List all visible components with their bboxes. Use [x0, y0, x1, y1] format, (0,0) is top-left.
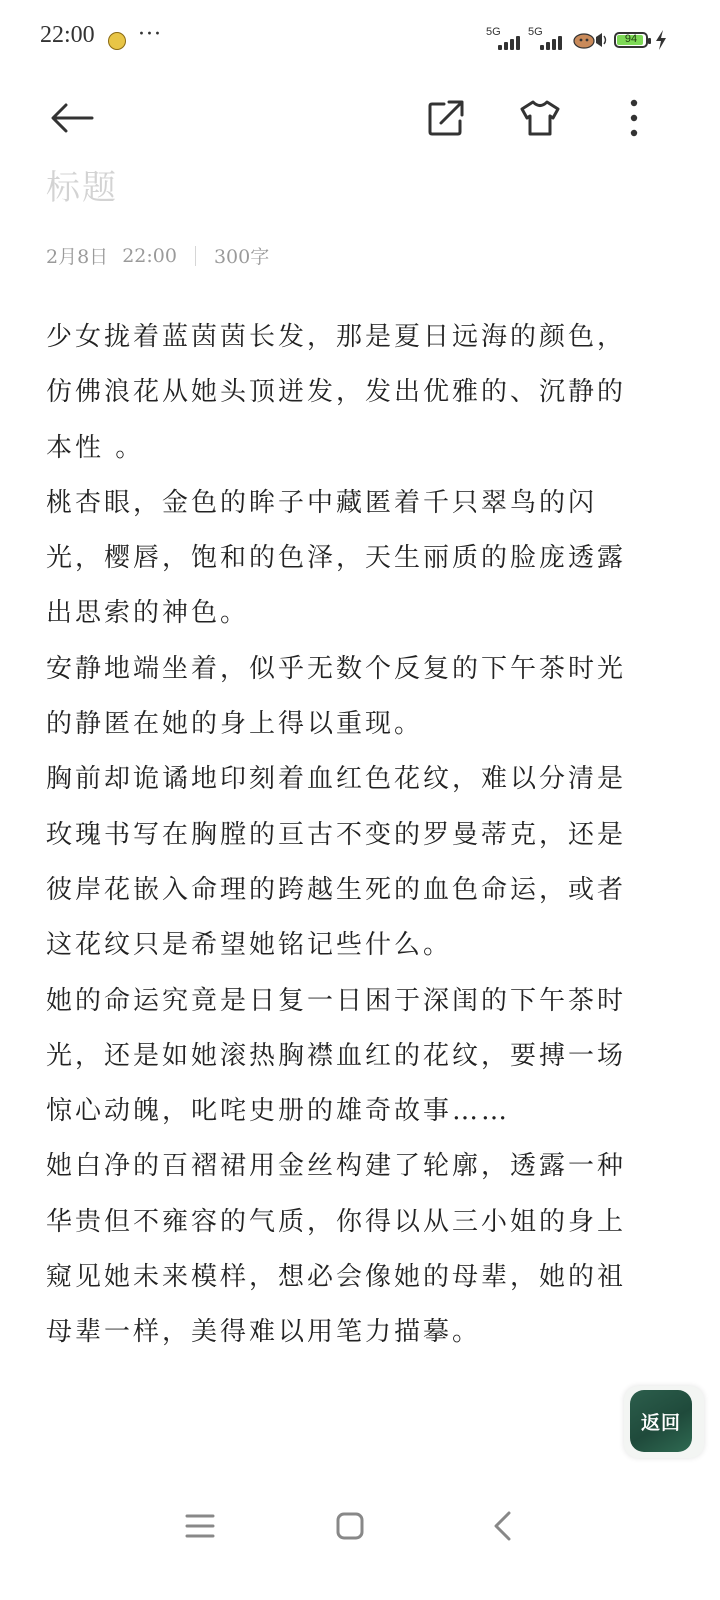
theme-button[interactable]	[514, 92, 566, 144]
sim2-label: 5G	[528, 26, 543, 38]
tshirt-icon	[519, 99, 561, 137]
nav-menu-button[interactable]	[176, 1502, 224, 1550]
more-vertical-icon	[629, 99, 639, 137]
note-paragraph[interactable]: 她的命运究竟是日复一日困于深闺的下午茶时光，还是如她滚热胸襟血红的花纹，要搏一场惊心动魄，叱咤史册的雄奇故事……	[46, 985, 627, 1127]
home-square-icon	[335, 1511, 365, 1541]
note-paragraph[interactable]: 她白净的百褶裙用金丝构建了轮廓，透露一种华贵但不雍容的气质，你得以从三小姐的身上窥见她未来模样，想必会像她的母辈，她的祖母辈一样，美得难以用笔力描摹。	[46, 1151, 627, 1348]
back-button[interactable]	[46, 92, 98, 144]
return-label: 返回	[630, 1390, 692, 1452]
signal-icon	[540, 34, 562, 50]
share-icon	[427, 99, 465, 137]
battery-icon	[614, 32, 648, 48]
note-paragraph[interactable]: 少女拢着蓝茵茵长发，那是夏日远海的颜色，仿佛浪花从她头顶迸发，发出优雅的、沉静的本性 。	[46, 322, 627, 463]
note-paragraph[interactable]: 胸前却诡谲地印刻着血红色花纹，难以分清是玫瑰书写在胸膛的亘古不变的罗曼蒂克，还是彼岸花嵌入命理的跨越生死的血色命运，或者这花纹只是希望她铭记些什么。	[46, 764, 627, 961]
back-arrow-icon	[50, 102, 94, 134]
app-badge-icon	[108, 32, 126, 50]
note-toolbar	[0, 80, 720, 156]
floating-return-button[interactable]	[624, 1386, 704, 1458]
nav-back-button[interactable]	[478, 1502, 526, 1550]
note-paragraph[interactable]: 桃杏眼，金色的眸子中藏匿着千只翠鸟的闪光，樱唇，饱和的色泽，天生丽质的脸庞透露出思索的神色。	[46, 487, 627, 629]
note-body[interactable]	[46, 310, 646, 1361]
charging-icon	[654, 29, 668, 51]
status-bar	[0, 0, 720, 80]
menu-icon	[185, 1513, 215, 1539]
back-chevron-icon	[491, 1510, 513, 1542]
battery-percent: 94	[624, 33, 638, 45]
meta-divider	[195, 246, 196, 266]
more-options-button[interactable]	[608, 92, 660, 144]
nav-home-button[interactable]	[326, 1502, 374, 1550]
share-button[interactable]	[420, 92, 472, 144]
note-meta	[46, 242, 269, 269]
status-time: 22:00	[40, 22, 95, 48]
wifi-speaker-icon	[572, 28, 610, 50]
note-time: 22:00	[122, 244, 177, 267]
signal-icon	[498, 34, 520, 50]
sim1-label: 5G	[486, 26, 501, 38]
system-nav-bar	[0, 1490, 720, 1560]
status-more-icon: ···	[138, 22, 162, 47]
note-paragraph[interactable]: 安静地端坐着，似乎无数个反复的下午茶时光的静匿在她的身上得以重现。	[46, 653, 627, 740]
note-date: 2月8日	[46, 246, 109, 268]
note-word-count: 300字	[213, 246, 270, 268]
note-title-input[interactable]: 标题	[46, 168, 118, 208]
